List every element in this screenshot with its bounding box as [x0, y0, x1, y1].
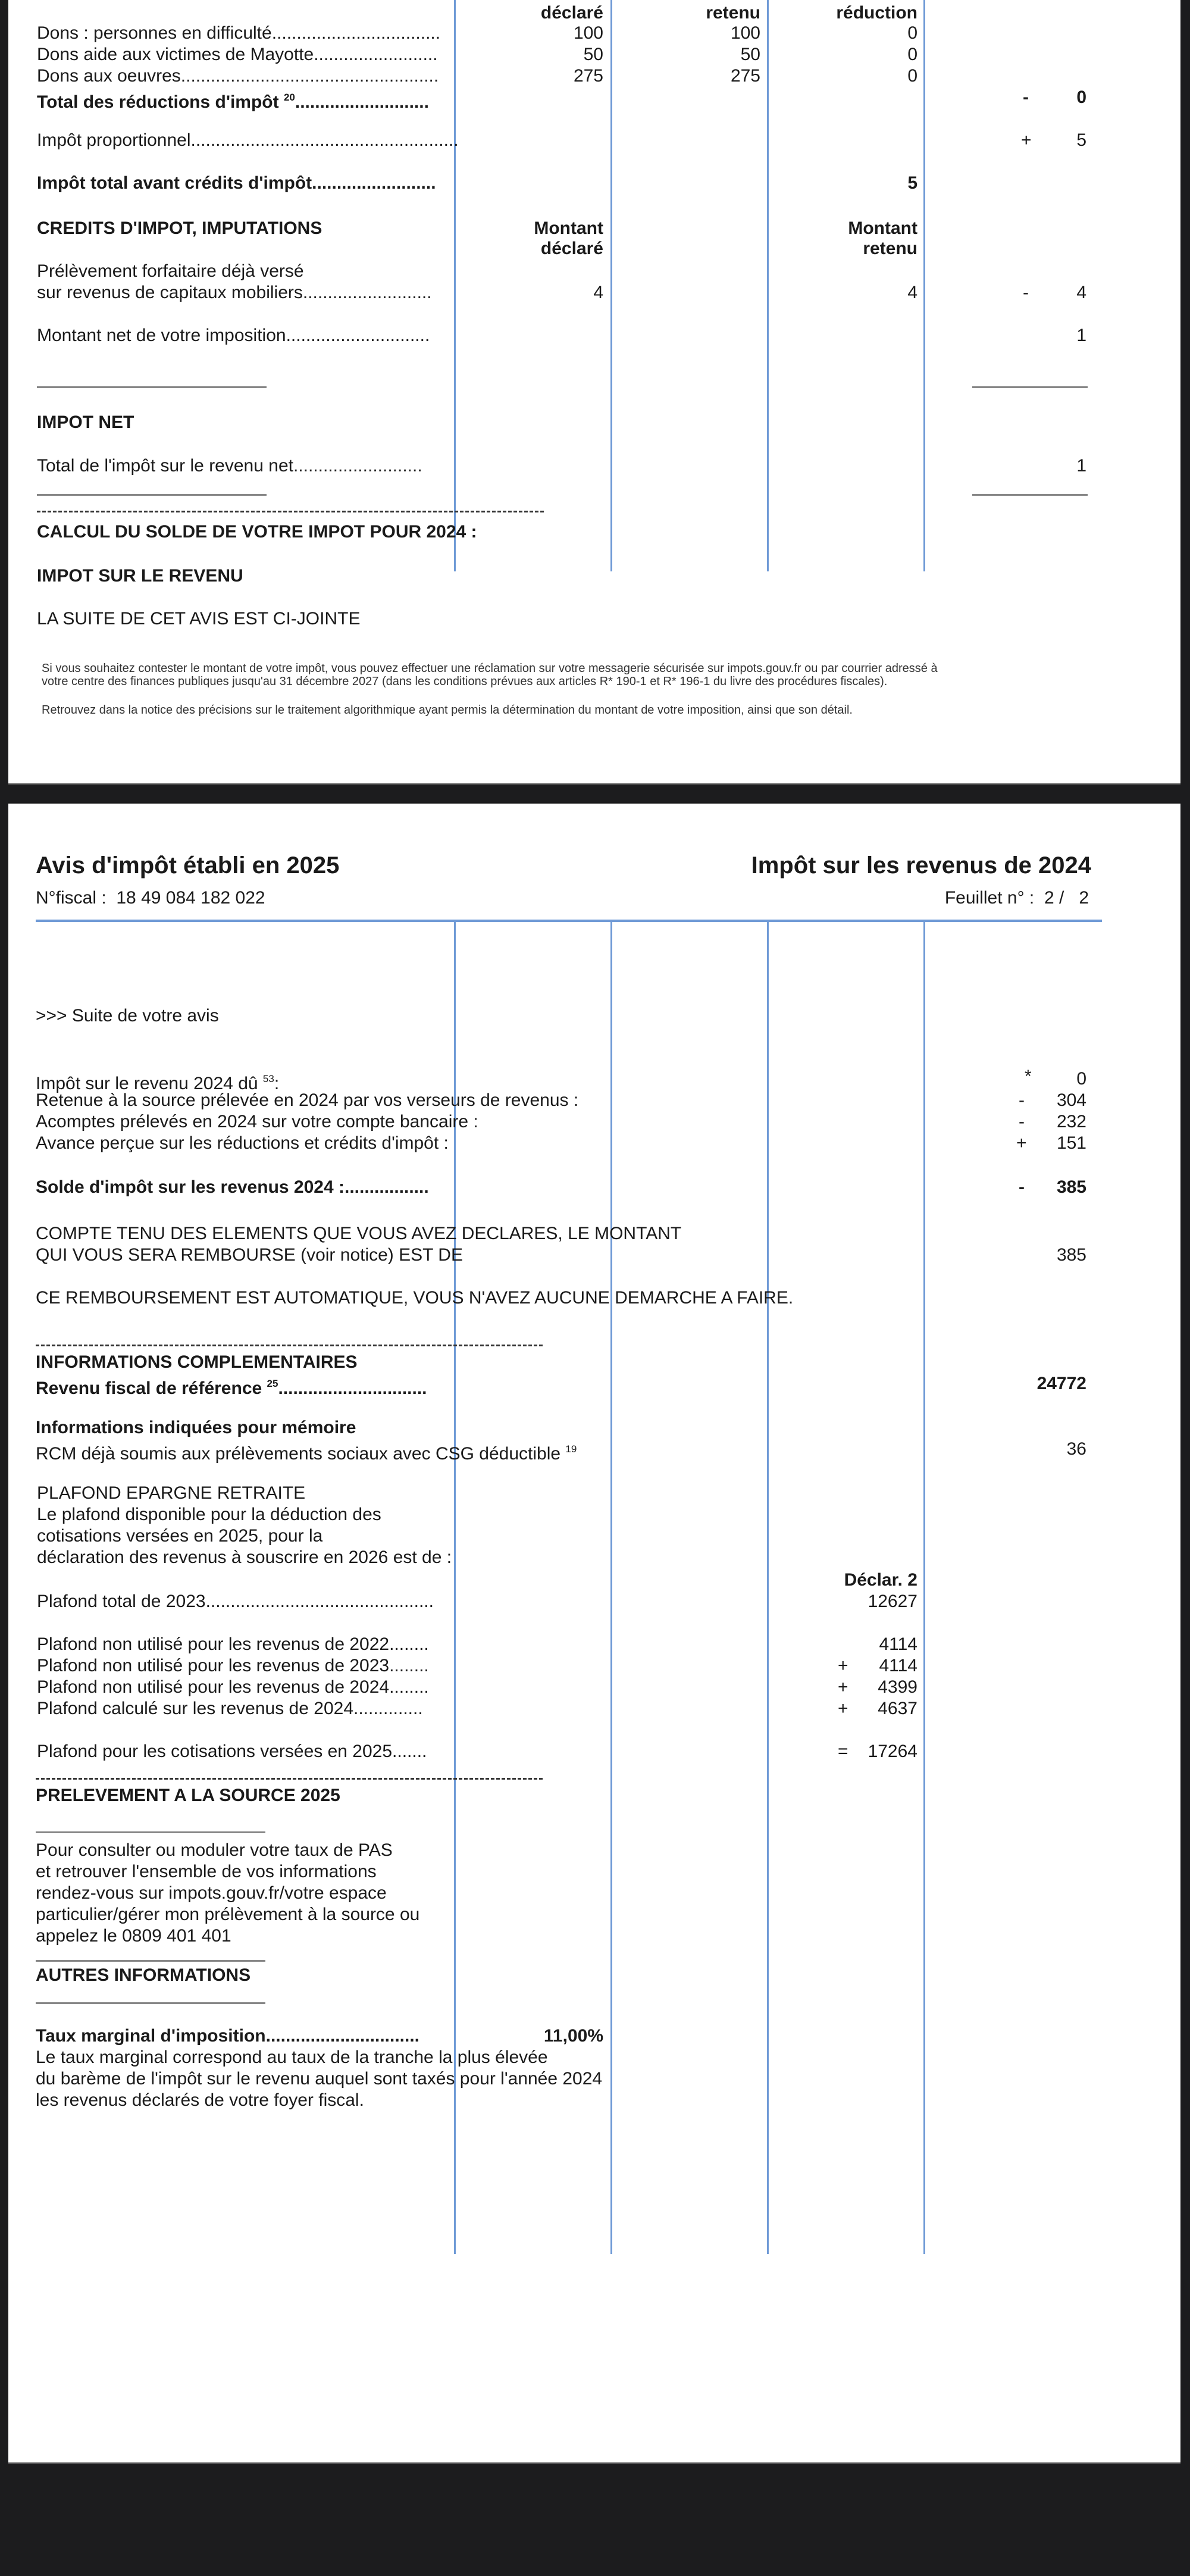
- solde-total-sign: -: [1019, 1177, 1025, 1197]
- reduction-label: Dons aux oeuvres....................................................: [37, 66, 439, 86]
- column-line: [454, 0, 456, 571]
- infos-comp-title: INFORMATIONS COMPLEMENTAIRES: [36, 1352, 358, 1372]
- column-line: [923, 0, 925, 571]
- solde-label: Retenue à la source prélevée en 2024 par vos verseurs de revenus :: [36, 1090, 579, 1110]
- solde-sign: *: [1025, 1067, 1032, 1086]
- separator-rule: [972, 386, 1088, 388]
- plafond-row-label: Plafond non utilisé pour les revenus de 2024........: [37, 1677, 429, 1697]
- rcm-value: 36: [1066, 1439, 1086, 1459]
- solde-value: 0: [1076, 1069, 1086, 1089]
- plafond-row-value: 4114: [879, 1634, 917, 1654]
- pas-title: PRELEVEMENT A LA SOURCE 2025: [36, 1786, 340, 1805]
- impot-net-title: IMPOT NET: [37, 412, 134, 432]
- remboursement-line: COMPTE TENU DES ELEMENTS QUE VOUS AVEZ DECLARES, LE MONTANT: [36, 1224, 682, 1243]
- pas-line: Pour consulter ou moduler votre taux de PAS: [36, 1840, 393, 1860]
- reduction-label: Dons : personnes en difficulté..................................: [37, 23, 441, 43]
- column-line: [610, 921, 612, 2254]
- total-reductions-value: 0: [1076, 87, 1086, 107]
- plafond-desc-line: cotisations versées en 2025, pour la: [37, 1526, 323, 1546]
- footnote-ref: 25: [267, 1378, 278, 1389]
- credits-col-declared-1: Montant: [534, 218, 603, 238]
- solde-total-label: Solde d'impôt sur les revenus 2024 :.................: [36, 1177, 429, 1197]
- column-line: [610, 0, 612, 571]
- credit-retained-value: 4: [907, 283, 917, 302]
- plafond-row-sign: +: [838, 1699, 848, 1718]
- header-rule: [36, 920, 1102, 922]
- rcm-label-text: RCM déjà soumis aux prélèvements sociaux avec CSG déductible: [36, 1444, 561, 1464]
- remboursement-line: QUI VOUS SERA REMBOURSE (voir notice) EST DE: [36, 1245, 463, 1265]
- notice-line: votre centre des finances publiques jusqu'au 31 décembre 2027 (dans les conditions prévues aux articles R* 190-1 et R* 196-1 du livre des procédures fiscales).: [42, 675, 888, 688]
- plafond-row-sign: +: [838, 1677, 848, 1697]
- separator-rule: [36, 1831, 265, 1833]
- credits-col-retained-2: retenu: [863, 239, 917, 258]
- leader-dots: ..............................: [278, 1378, 427, 1398]
- impot-net-value: 1: [1076, 456, 1086, 476]
- column-line: [767, 0, 769, 571]
- sheet-current: 2: [1044, 888, 1054, 908]
- credit-sign: -: [1023, 283, 1029, 302]
- plafond-row-label: Plafond non utilisé pour les revenus de 2023........: [37, 1656, 429, 1675]
- footnote-ref: 53: [262, 1073, 274, 1084]
- separator-rule: [37, 494, 267, 496]
- plafond-row-value: 4399: [878, 1677, 917, 1697]
- fiscal-number: [36, 887, 265, 909]
- pas-line: particulier/gérer mon prélèvement à la source ou: [36, 1905, 420, 1924]
- pas-line: appelez le 0809 401 401: [36, 1926, 231, 1946]
- impot-total-avant-label: Impôt total avant crédits d'impôt.........................: [37, 173, 436, 193]
- plafond-total-2023-label: Plafond total de 2023..............................................: [37, 1592, 434, 1611]
- tmi-label: Taux marginal d'imposition...............................: [36, 2026, 419, 2046]
- rcm-label: [36, 1439, 577, 1465]
- total-reductions-label: [37, 87, 429, 113]
- sheet-total: 2: [1079, 888, 1089, 908]
- retained-value: 100: [730, 23, 760, 43]
- solde-label: Avance perçue sur les réductions et crédits d'impôt :: [36, 1133, 449, 1153]
- plafond-desc-line: déclaration des revenus à souscrire en 2026 est de :: [37, 1548, 452, 1567]
- solde-value: 151: [1056, 1133, 1086, 1153]
- income-year-title: Impôt sur les revenus de 2024: [751, 852, 1091, 879]
- retained-value: 275: [730, 66, 760, 86]
- footnote-ref: 20: [283, 92, 295, 103]
- plafond-row-sign: +: [838, 1656, 848, 1675]
- suite-text: LA SUITE DE CET AVIS EST CI-JOINTE: [37, 609, 361, 629]
- solde-label-suffix: :: [274, 1074, 280, 1093]
- plafond-total-2023-value: 12627: [868, 1592, 917, 1611]
- plafond-result-value: 17264: [868, 1742, 917, 1761]
- solde-sign: -: [1019, 1112, 1025, 1131]
- notice-line: Si vous souhaitez contester le montant de votre impôt, vous pouvez effectuer une réclamation sur votre messagerie sécurisée sur impots.gouv.fr ou par courrier adressé à: [42, 662, 938, 675]
- credit-row-label-2: sur revenus de capitaux mobiliers..........................: [37, 283, 432, 302]
- footnote-ref: 19: [565, 1443, 577, 1455]
- tmi-desc-line: les revenus déclarés de votre foyer fiscal.: [36, 2090, 364, 2110]
- plafond-result-sign: =: [838, 1742, 848, 1761]
- credit-declared-value: 4: [593, 283, 603, 302]
- column-line: [923, 921, 925, 2254]
- solde-value: 232: [1056, 1112, 1086, 1131]
- tmi-value: 11,00%: [543, 2026, 603, 2046]
- separator-rule: [37, 386, 267, 388]
- calcul-title: CALCUL DU SOLDE DE VOTRE IMPOT POUR 2024 :: [37, 522, 477, 542]
- pas-line: rendez-vous sur impots.gouv.fr/votre espace: [36, 1883, 387, 1903]
- retained-value: 50: [740, 45, 760, 64]
- declared-value: 275: [573, 66, 603, 86]
- declared-value: 100: [573, 23, 603, 43]
- total-reductions-sign: -: [1023, 87, 1029, 107]
- plafond-row-value: 4114: [879, 1656, 917, 1675]
- reduction-value: 0: [907, 23, 917, 43]
- reduction-label: Dons aide aux victimes de Mayotte.........................: [37, 45, 438, 64]
- solde-value: 304: [1056, 1090, 1086, 1110]
- rfr-label: [36, 1373, 427, 1399]
- notice-line: Retrouvez dans la notice des précisions sur le traitement algorithmique ayant permis la détermination du montant de votre imposition, ainsi que son détail.: [42, 704, 853, 717]
- solde-total-value: 385: [1056, 1177, 1086, 1197]
- fiscal-number-label: N°fiscal :: [36, 888, 107, 908]
- impot-proportionnel-label: Impôt proportionnel......................................................: [37, 130, 459, 150]
- plafond-desc-line: Le plafond disponible pour la déduction des: [37, 1505, 381, 1524]
- tmi-desc-line: du barème de l'impôt sur le revenu auquel sont taxés pour l'année 2024: [36, 2069, 603, 2089]
- impot-revenu-title: IMPOT SUR LE REVENU: [37, 566, 243, 586]
- dashed-separator: [37, 511, 544, 512]
- montant-net-label: Montant net de votre imposition.............................: [37, 326, 430, 345]
- total-reductions-text: Total des réductions d'impôt: [37, 92, 279, 112]
- reduction-value: 0: [907, 45, 917, 64]
- montant-net-value: 1: [1076, 326, 1086, 345]
- solde-sign: +: [1016, 1133, 1027, 1153]
- plafond-title: PLAFOND EPARGNE RETRAITE: [37, 1483, 306, 1503]
- tax-notice-page-1: [8, 0, 1180, 784]
- fiscal-number-value: 18 49 084 182 022: [116, 888, 265, 908]
- leader-dots: ...........................: [295, 92, 429, 112]
- sheet-number: Feuillet n° : 2 / 2: [944, 888, 1089, 908]
- credits-col-declared-2: déclaré: [540, 239, 603, 258]
- credit-row-label-1: Prélèvement forfaitaire déjà versé: [37, 261, 304, 281]
- remboursement-value: 385: [1056, 1245, 1086, 1265]
- tmi-desc-line: Le taux marginal correspond au taux de la tranche la plus élevée: [36, 2047, 548, 2067]
- rfr-value: 24772: [1036, 1374, 1086, 1393]
- memoire-title: Informations indiquées pour mémoire: [36, 1418, 356, 1437]
- column-line: [767, 921, 769, 2254]
- rfr-label-text: Revenu fiscal de référence: [36, 1378, 262, 1398]
- col-header-reduction: réduction: [836, 3, 917, 23]
- notice-title: Avis d'impôt établi en 2025: [36, 852, 340, 879]
- autres-title: AUTRES INFORMATIONS: [36, 1965, 251, 1985]
- plafond-row-label: Plafond calculé sur les revenus de 2024..............: [37, 1699, 423, 1718]
- declared-value: 50: [583, 45, 603, 64]
- impot-total-avant-value: 5: [907, 173, 917, 193]
- credits-title: CREDITS D'IMPOT, IMPUTATIONS: [37, 218, 322, 238]
- impot-proportionnel-sign: +: [1021, 130, 1032, 150]
- sheet-label: Feuillet n° :: [944, 888, 1035, 908]
- separator-rule: [36, 2002, 265, 2004]
- pas-line: et retrouver l'ensemble de vos informations: [36, 1862, 377, 1881]
- solde-label: Acomptes prélevés en 2024 sur votre compte bancaire :: [36, 1112, 478, 1131]
- reduction-value: 0: [907, 66, 917, 86]
- impot-net-label: Total de l'impôt sur le revenu net..........................: [37, 456, 422, 476]
- suite-label: >>> Suite de votre avis: [36, 1006, 219, 1026]
- plafond-result-label: Plafond pour les cotisations versées en 2025.......: [37, 1742, 427, 1761]
- tax-notice-page-2: [8, 803, 1180, 2464]
- dashed-separator: [36, 1778, 543, 1780]
- plafond-row-label: Plafond non utilisé pour les revenus de 2022........: [37, 1634, 429, 1654]
- solde-label-text: Impôt sur le revenu 2024 dû: [36, 1074, 258, 1093]
- separator-rule: [972, 494, 1088, 496]
- dashed-separator: [36, 1345, 543, 1346]
- impot-proportionnel-value: 5: [1076, 130, 1086, 150]
- credit-value: 4: [1076, 283, 1086, 302]
- credits-col-retained-1: Montant: [848, 218, 917, 238]
- separator-rule: [36, 1960, 265, 1962]
- col-header-retained: retenu: [706, 3, 760, 23]
- col-header-declared: déclaré: [540, 3, 603, 23]
- plafond-col-header: Déclar. 2: [844, 1570, 917, 1590]
- plafond-row-value: 4637: [878, 1699, 917, 1718]
- automatique-text: CE REMBOURSEMENT EST AUTOMATIQUE, VOUS N'AVEZ AUCUNE DEMARCHE A FAIRE.: [36, 1288, 794, 1308]
- solde-sign: -: [1019, 1090, 1025, 1110]
